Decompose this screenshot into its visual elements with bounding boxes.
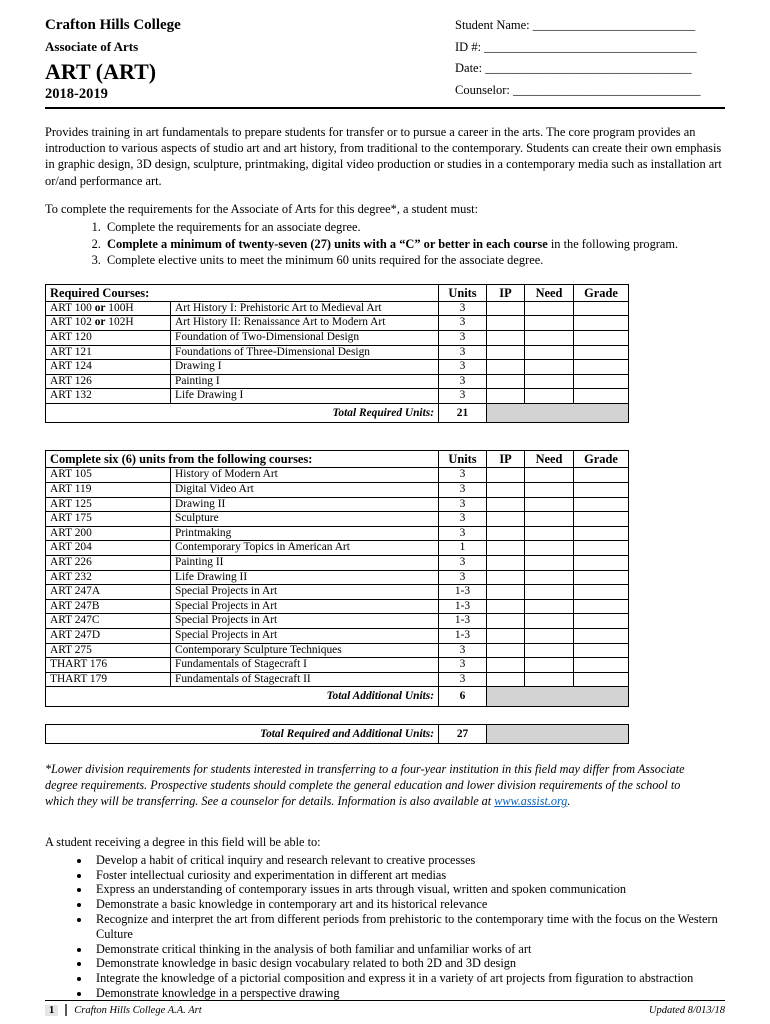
- ip-cell: [487, 585, 525, 600]
- shaded-cell: [487, 687, 629, 707]
- ip-cell: [487, 526, 525, 541]
- outcome-item: • Foster intellectual curiosity and experimentation in different art medias: [91, 868, 725, 883]
- ip-cell: [487, 599, 525, 614]
- required-courses-title: Required Courses:: [46, 284, 439, 301]
- course-units: 3: [439, 374, 487, 389]
- course-units: 1-3: [439, 614, 487, 629]
- required-table-header-row: [46, 284, 629, 301]
- course-row: [46, 658, 629, 673]
- need-cell: [525, 360, 574, 375]
- total-required-row: [46, 403, 629, 423]
- id-number-field[interactable]: [455, 40, 725, 62]
- grade-cell: [574, 301, 629, 316]
- document-header: [45, 16, 725, 104]
- course-title: Fundamentals of Stagecraft I: [171, 658, 439, 673]
- outcome-item: • Demonstrate a basic knowledge in contemporary art and its historical relevance: [91, 897, 725, 912]
- program-title: ART (ART): [45, 59, 157, 84]
- course-units: 3: [439, 331, 487, 346]
- course-code: ART 132: [46, 389, 171, 404]
- course-row: [46, 483, 629, 498]
- course-title: Digital Video Art: [171, 483, 439, 498]
- page-footer: [45, 1000, 725, 1016]
- course-row: [46, 541, 629, 556]
- course-title: Drawing II: [171, 497, 439, 512]
- footer-updated-date: Updated 8/013/18: [648, 1004, 725, 1016]
- footer-doc-title: Crafton Hills College A.A. Art: [74, 1004, 202, 1016]
- ip-cell: [487, 541, 525, 556]
- course-units: 3: [439, 360, 487, 375]
- elective-table-header-row: [46, 451, 629, 468]
- college-name: Crafton Hills College: [45, 17, 181, 33]
- need-cell: [525, 345, 574, 360]
- ip-cell: [487, 468, 525, 483]
- program-description: Provides training in art fundamentals to prepare students for transfer or to pursue a career in the arts. The core program provides an introduction to various aspects of studio art and art history, from traditional to the contemporary. Students can create their own emphasis in graphic design, 3D design, sculpture, printmaking, digital video production or studies in a contemporary media such as installation art or/and performance art.: [45, 125, 722, 188]
- grade-cell: [574, 389, 629, 404]
- course-units: 3: [439, 570, 487, 585]
- learning-outcomes-section: [45, 835, 725, 1000]
- counselor-field[interactable]: [455, 83, 725, 105]
- units-column-header: Units: [439, 451, 487, 468]
- course-code: ART 275: [46, 643, 171, 658]
- counselor-blank[interactable]: ______________________________: [512, 82, 701, 97]
- grade-cell: [574, 541, 629, 556]
- transfer-footnote: [45, 761, 693, 809]
- ip-cell: [487, 629, 525, 644]
- need-cell: [525, 497, 574, 512]
- outcome-item: • Demonstrate knowledge in a perspective drawing: [91, 986, 725, 1001]
- course-code: ART 247D: [46, 629, 171, 644]
- course-row: [46, 585, 629, 600]
- units-column-header: Units: [439, 284, 487, 301]
- ip-cell: [487, 556, 525, 571]
- ip-cell: [487, 658, 525, 673]
- outcomes-intro: A student receiving a degree in this field will be able to:: [45, 835, 321, 850]
- need-column-header: Need: [525, 284, 574, 301]
- ip-column-header: IP: [487, 284, 525, 301]
- course-code: ART 105: [46, 468, 171, 483]
- need-cell: [525, 526, 574, 541]
- catalog-year: 2018-2019: [45, 86, 108, 102]
- course-units: 3: [439, 468, 487, 483]
- need-cell: [525, 331, 574, 346]
- need-cell: [525, 672, 574, 687]
- course-title: Art History I: Prehistoric Art to Medieval Art: [171, 301, 439, 316]
- course-row: [46, 614, 629, 629]
- requirements-section: [45, 201, 725, 269]
- course-code: THART 179: [46, 672, 171, 687]
- course-units: 1-3: [439, 599, 487, 614]
- course-row: [46, 389, 629, 404]
- grade-cell: [574, 345, 629, 360]
- grade-cell: [574, 643, 629, 658]
- course-title: Life Drawing I: [171, 389, 439, 404]
- course-title: Special Projects in Art: [171, 629, 439, 644]
- course-units: 3: [439, 526, 487, 541]
- need-cell: [525, 570, 574, 585]
- course-units: 3: [439, 658, 487, 673]
- course-units: 3: [439, 556, 487, 571]
- need-cell: [525, 643, 574, 658]
- course-code: ART 126: [46, 374, 171, 389]
- grade-cell: [574, 556, 629, 571]
- grade-cell: [574, 526, 629, 541]
- grade-cell: [574, 629, 629, 644]
- course-row: [46, 512, 629, 527]
- course-units: 3: [439, 301, 487, 316]
- course-title: Contemporary Topics in American Art: [171, 541, 439, 556]
- course-title: Sculpture: [171, 512, 439, 527]
- required-courses-table: [45, 284, 629, 424]
- course-units: 1-3: [439, 629, 487, 644]
- course-row: [46, 360, 629, 375]
- need-cell: [525, 512, 574, 527]
- course-units: 3: [439, 497, 487, 512]
- outcome-item: • Recognize and interpret the art from different periods from prehistoric to the contemporary time with the focus on the Western Culture: [91, 912, 725, 942]
- course-row: [46, 526, 629, 541]
- grand-total-label: Total Required and Additional Units:: [46, 724, 439, 744]
- grade-cell: [574, 585, 629, 600]
- elective-courses-table: [45, 450, 629, 706]
- grade-cell: [574, 360, 629, 375]
- course-code: ART 247B: [46, 599, 171, 614]
- header-divider: [45, 107, 725, 109]
- ip-cell: [487, 614, 525, 629]
- elective-courses-title: Complete six (6) units from the following courses:: [46, 451, 439, 468]
- footnote-text: *Lower division requirements for students interested in transferring to a four-year institution in this field may differ from Associate degree requirements. Prospective students should complete the general education and lower division requirements of the school to which they will be transferring. See a counselor for details. Information is also available at: [45, 762, 685, 809]
- course-row: [46, 301, 629, 316]
- course-row: [46, 599, 629, 614]
- course-title: Special Projects in Art: [171, 614, 439, 629]
- need-cell: [525, 468, 574, 483]
- course-code: ART 120: [46, 331, 171, 346]
- grade-cell: [574, 570, 629, 585]
- grand-total-row: [46, 724, 629, 744]
- assist-org-link[interactable]: www.assist.org: [494, 794, 568, 809]
- course-title: Fundamentals of Stagecraft II: [171, 672, 439, 687]
- grade-cell: [574, 614, 629, 629]
- total-additional-row: [46, 687, 629, 707]
- course-code: ART 121: [46, 345, 171, 360]
- student-name-label: Student Name:: [455, 18, 530, 32]
- course-title: Drawing I: [171, 360, 439, 375]
- student-name-blank[interactable]: __________________________: [532, 18, 696, 32]
- grade-column-header: Grade: [574, 451, 629, 468]
- date-blank[interactable]: _________________________________: [485, 61, 692, 75]
- course-code: ART 102 or 102H: [46, 316, 171, 331]
- date-field[interactable]: [455, 61, 725, 83]
- course-title: Art History II: Renaissance Art to Modern Art: [171, 316, 439, 331]
- grade-cell: [574, 658, 629, 673]
- course-row: [46, 497, 629, 512]
- grade-column-header: Grade: [574, 284, 629, 301]
- ip-cell: [487, 497, 525, 512]
- ip-cell: [487, 389, 525, 404]
- ip-cell: [487, 483, 525, 498]
- requirements-intro: To complete the requirements for the Associate of Arts for this degree*, a student must:: [45, 201, 479, 216]
- course-row: [46, 629, 629, 644]
- course-title: Life Drawing II: [171, 570, 439, 585]
- id-number-blank[interactable]: __________________________________: [484, 39, 697, 54]
- grade-cell: [574, 512, 629, 527]
- course-row: [46, 570, 629, 585]
- need-cell: [525, 585, 574, 600]
- need-cell: [525, 541, 574, 556]
- footer-separator-bar: [65, 1004, 67, 1016]
- need-cell: [525, 374, 574, 389]
- course-row: [46, 345, 629, 360]
- course-code: ART 100 or 100H: [46, 301, 171, 316]
- date-label: Date:: [455, 61, 483, 75]
- elective-courses-body: [46, 468, 629, 687]
- course-units: 3: [439, 345, 487, 360]
- ip-cell: [487, 360, 525, 375]
- course-title: Painting I: [171, 374, 439, 389]
- required-courses-body: [46, 301, 629, 403]
- outcome-item: • Demonstrate knowledge in basic design vocabulary related to both 2D and 3D design: [91, 956, 725, 971]
- footer-left: [45, 1004, 202, 1016]
- need-cell: [525, 658, 574, 673]
- course-title: Special Projects in Art: [171, 599, 439, 614]
- course-row: [46, 331, 629, 346]
- course-code: ART 175: [46, 512, 171, 527]
- course-row: [46, 468, 629, 483]
- student-info-fields: [455, 16, 725, 104]
- course-row: [46, 556, 629, 571]
- header-identity: [45, 16, 455, 104]
- outcome-item: • Express an understanding of contemporary issues in arts through visual, written and spoken communication: [91, 882, 725, 897]
- course-code: ART 226: [46, 556, 171, 571]
- degree-type: Associate of Arts: [45, 39, 139, 54]
- course-units: 3: [439, 389, 487, 404]
- shaded-cell: [487, 724, 629, 744]
- student-name-field[interactable]: [455, 18, 725, 40]
- course-code: ART 247C: [46, 614, 171, 629]
- need-cell: [525, 629, 574, 644]
- grade-cell: [574, 316, 629, 331]
- course-row: [46, 374, 629, 389]
- total-additional-label: Total Additional Units:: [46, 687, 439, 707]
- course-code: ART 125: [46, 497, 171, 512]
- outcome-item: • Demonstrate critical thinking in the analysis of both familiar and unfamiliar works of art: [91, 942, 725, 957]
- grade-cell: [574, 374, 629, 389]
- grade-cell: [574, 599, 629, 614]
- course-code: ART 204: [46, 541, 171, 556]
- outcomes-list: [45, 853, 725, 1001]
- need-cell: [525, 301, 574, 316]
- course-title: Printmaking: [171, 526, 439, 541]
- total-required-label: Total Required Units:: [46, 403, 439, 423]
- ip-column-header: IP: [487, 451, 525, 468]
- course-title: Foundations of Three-Dimensional Design: [171, 345, 439, 360]
- course-row: [46, 316, 629, 331]
- need-cell: [525, 614, 574, 629]
- need-cell: [525, 556, 574, 571]
- grade-cell: [574, 483, 629, 498]
- course-code: ART 232: [46, 570, 171, 585]
- course-units: 1-3: [439, 585, 487, 600]
- course-units: 3: [439, 483, 487, 498]
- shaded-cell: [487, 403, 629, 423]
- course-units: 3: [439, 512, 487, 527]
- need-cell: [525, 599, 574, 614]
- course-title: Foundation of Two-Dimensional Design: [171, 331, 439, 346]
- total-additional-units: 6: [439, 687, 487, 707]
- course-row: [46, 643, 629, 658]
- ip-cell: [487, 374, 525, 389]
- course-title: History of Modern Art: [171, 468, 439, 483]
- grade-cell: [574, 672, 629, 687]
- requirement-step: 1. Complete the requirements for an associate degree.: [104, 219, 725, 236]
- ip-cell: [487, 301, 525, 316]
- outcome-item: • Integrate the knowledge of a pictorial composition and express it in a variety of art projects from figuration to abstraction: [91, 971, 725, 986]
- outcome-item: • Develop a habit of critical inquiry and research relevant to creative processes: [91, 853, 725, 868]
- course-code: ART 247A: [46, 585, 171, 600]
- page-number: 1: [45, 1005, 58, 1016]
- need-cell: [525, 316, 574, 331]
- course-title: Special Projects in Art: [171, 585, 439, 600]
- course-code: ART 200: [46, 526, 171, 541]
- grade-cell: [574, 468, 629, 483]
- counselor-label: Counselor:: [455, 82, 510, 97]
- ip-cell: [487, 570, 525, 585]
- ip-cell: [487, 331, 525, 346]
- grade-cell: [574, 331, 629, 346]
- course-title: Contemporary Sculpture Techniques: [171, 643, 439, 658]
- course-code: THART 176: [46, 658, 171, 673]
- course-units: 3: [439, 672, 487, 687]
- ip-cell: [487, 672, 525, 687]
- course-units: 3: [439, 643, 487, 658]
- grand-total-table: [45, 724, 629, 745]
- course-units: 1: [439, 541, 487, 556]
- ip-cell: [487, 512, 525, 527]
- need-cell: [525, 389, 574, 404]
- grand-total-units: 27: [439, 724, 487, 744]
- requirement-step: 3. Complete elective units to meet the minimum 60 units required for the associate degree.: [104, 252, 725, 269]
- ip-cell: [487, 345, 525, 360]
- course-code: ART 124: [46, 360, 171, 375]
- ip-cell: [487, 316, 525, 331]
- footnote-period: .: [567, 794, 571, 809]
- total-required-units: 21: [439, 403, 487, 423]
- id-number-label: ID #:: [455, 39, 482, 54]
- course-row: [46, 672, 629, 687]
- need-column-header: Need: [525, 451, 574, 468]
- need-cell: [525, 483, 574, 498]
- grade-cell: [574, 497, 629, 512]
- course-title: Painting II: [171, 556, 439, 571]
- requirement-step: 2. Complete a minimum of twenty-seven (27) units with a “C” or better in each course in the following program.: [104, 236, 725, 253]
- course-units: 3: [439, 316, 487, 331]
- requirements-list: [45, 219, 725, 269]
- course-code: ART 119: [46, 483, 171, 498]
- ip-cell: [487, 643, 525, 658]
